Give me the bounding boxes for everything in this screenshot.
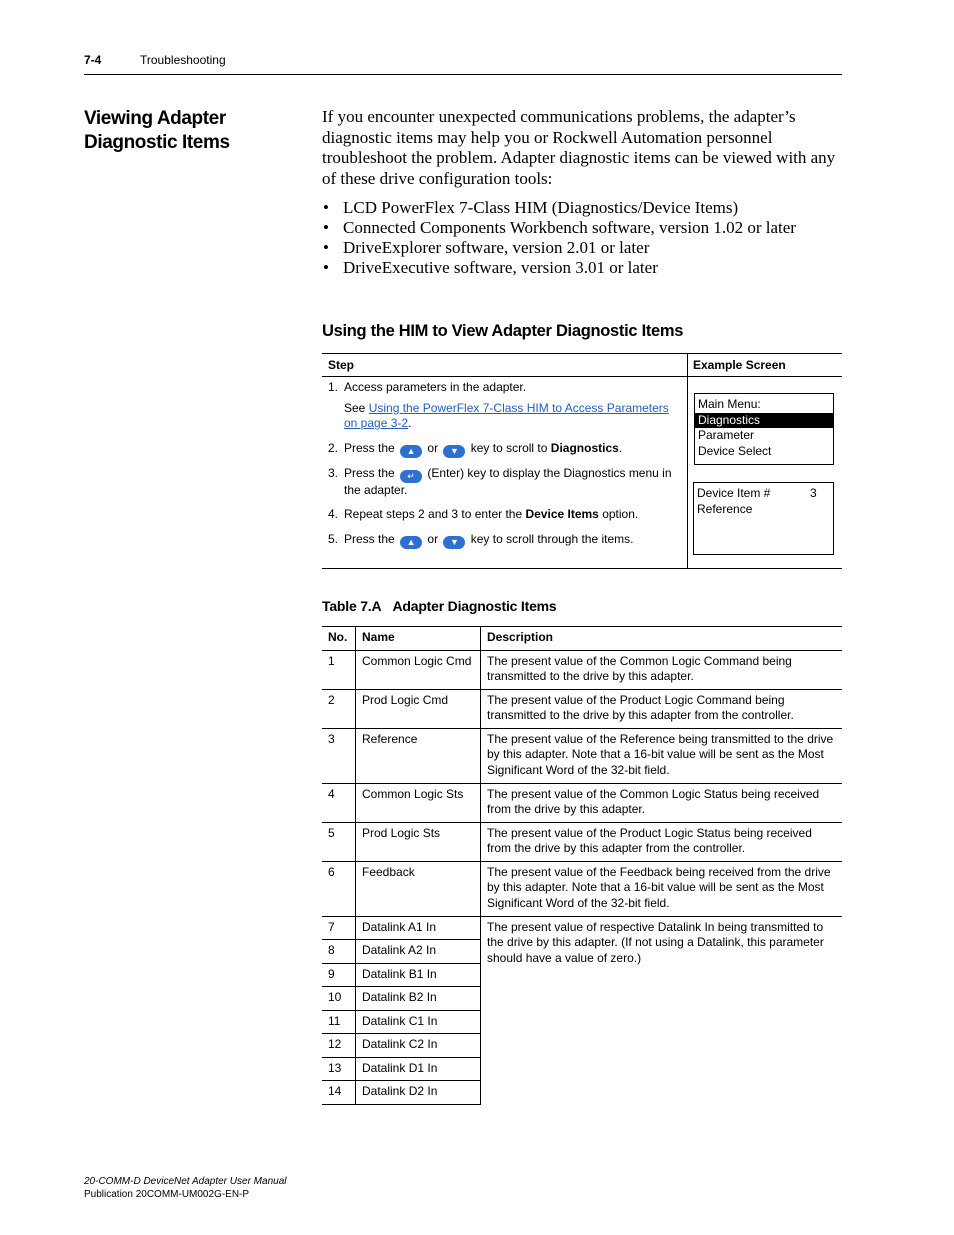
step-4: 4. Repeat steps 2 and 3 to enter the Device Items option. — [328, 507, 639, 521]
him-subheading: Using the HIM to View Adapter Diagnostic Items — [322, 322, 684, 340]
list-item: • DriveExecutive software, version 3.01 or later — [323, 258, 658, 277]
chapter-title: Troubleshooting — [140, 53, 226, 67]
section-heading: Viewing Adapter Diagnostic Items — [84, 108, 230, 153]
footer-publication: Publication 20COMM-UM002G-EN-P — [84, 1189, 250, 1200]
table-row: 6 Feedback The present value of the Feedback being received from the drive by this adapter. Note that a 16-bit value will be sent as the Most Significant Word of the 32-bit field. — [322, 861, 842, 916]
selected-menu-item: Diagnostics — [695, 413, 833, 429]
him-steps-table — [322, 353, 842, 569]
footer-manual-title: 20-COMM-D DeviceNet Adapter User Manual — [84, 1176, 287, 1187]
step-3: 3. Press the ↵ (Enter) key to display the Diagnostics menu in the adapter. — [328, 466, 672, 497]
list-item: • DriveExplorer software, version 2.01 or later — [323, 238, 650, 257]
table-row: 5 Prod Logic Sts The present value of the Product Logic Status being received from the drive by this adapter from the controller. — [322, 822, 842, 861]
table-row: 11 Datalink C1 In — [322, 1010, 842, 1034]
table-row: 7 Datalink A1 In The present value of respective Datalink In being transmitted to the drive by this adapter. (If not using a Datalink, this parameter should have a value of zero.) — [322, 916, 842, 940]
table-row: 12 Datalink C2 In — [322, 1034, 842, 1058]
him-screen-main-menu: Main Menu: Diagnostics Parameter Device Select — [694, 393, 834, 465]
list-item: • LCD PowerFlex 7-Class HIM (Diagnostics/Device Items) — [323, 198, 739, 217]
tool-list — [322, 198, 842, 278]
table-row: 14 Datalink D2 In — [322, 1081, 842, 1105]
table-row: 3 Reference The present value of the Reference being transmitted to the drive by this adapter. Note that a 16-bit value will be sent as the Most Significant Word of the 32-bit field. — [322, 728, 842, 783]
table-caption: Table 7.A Adapter Diagnostic Items — [322, 598, 557, 614]
down-arrow-key-icon: ▼ — [443, 445, 465, 458]
step-1: 1. Access parameters in the adapter. See Using the PowerFlex 7-Class HIM to Access Parameters on page 3-2. — [328, 380, 669, 430]
table-row: 10 Datalink B2 In — [322, 987, 842, 1011]
example-column-header: Example Screen — [693, 358, 786, 372]
step-2: 2. Press the ▲ or ▼ key to scroll to Diagnostics. — [328, 441, 623, 456]
step-column-header: Step — [328, 358, 355, 372]
step-5: 5. Press the ▲ or ▼ key to scroll through the items. — [328, 532, 634, 547]
table-row: 13 Datalink D1 In — [322, 1057, 842, 1081]
table-row: 9 Datalink B1 In — [322, 963, 842, 987]
up-arrow-key-icon: ▲ — [400, 445, 422, 458]
table-row: 4 Common Logic Sts The present value of the Common Logic Status being received from the drive by this adapter. — [322, 783, 842, 822]
intro-paragraph: If you encounter unexpected communications problems, the adapter’s diagnostic items may help you or Rockwell Automation personnel troubleshoot the problem. Adapter diagnostic items can be viewed with any of these drive configuration tools: — [322, 107, 836, 188]
list-item: • Connected Components Workbench software, version 1.02 or later — [323, 218, 796, 237]
page-3-2-link[interactable]: Using the PowerFlex 7-Class HIM to Access Parameters on page 3-2 — [344, 400, 669, 430]
him-screen-device-item: Device Item # 3 Reference — [693, 482, 834, 555]
down-arrow-key-icon: ▼ — [443, 536, 465, 549]
table-row: 8 Datalink A2 In — [322, 940, 842, 964]
up-arrow-key-icon: ▲ — [400, 536, 422, 549]
enter-key-icon: ↵ — [400, 470, 422, 483]
table-row: 1 Common Logic Cmd The present value of the Common Logic Command being transmitted to the drive by this adapter. — [322, 650, 842, 689]
table-header-row: No. Name Description — [322, 627, 842, 651]
header-rule — [84, 74, 842, 75]
table-row: 2 Prod Logic Cmd The present value of the Product Logic Command being transmitted to the drive by this adapter from the controller. — [322, 689, 842, 728]
page-number: 7-4 — [84, 53, 102, 67]
diagnostic-items-table — [322, 626, 842, 1105]
